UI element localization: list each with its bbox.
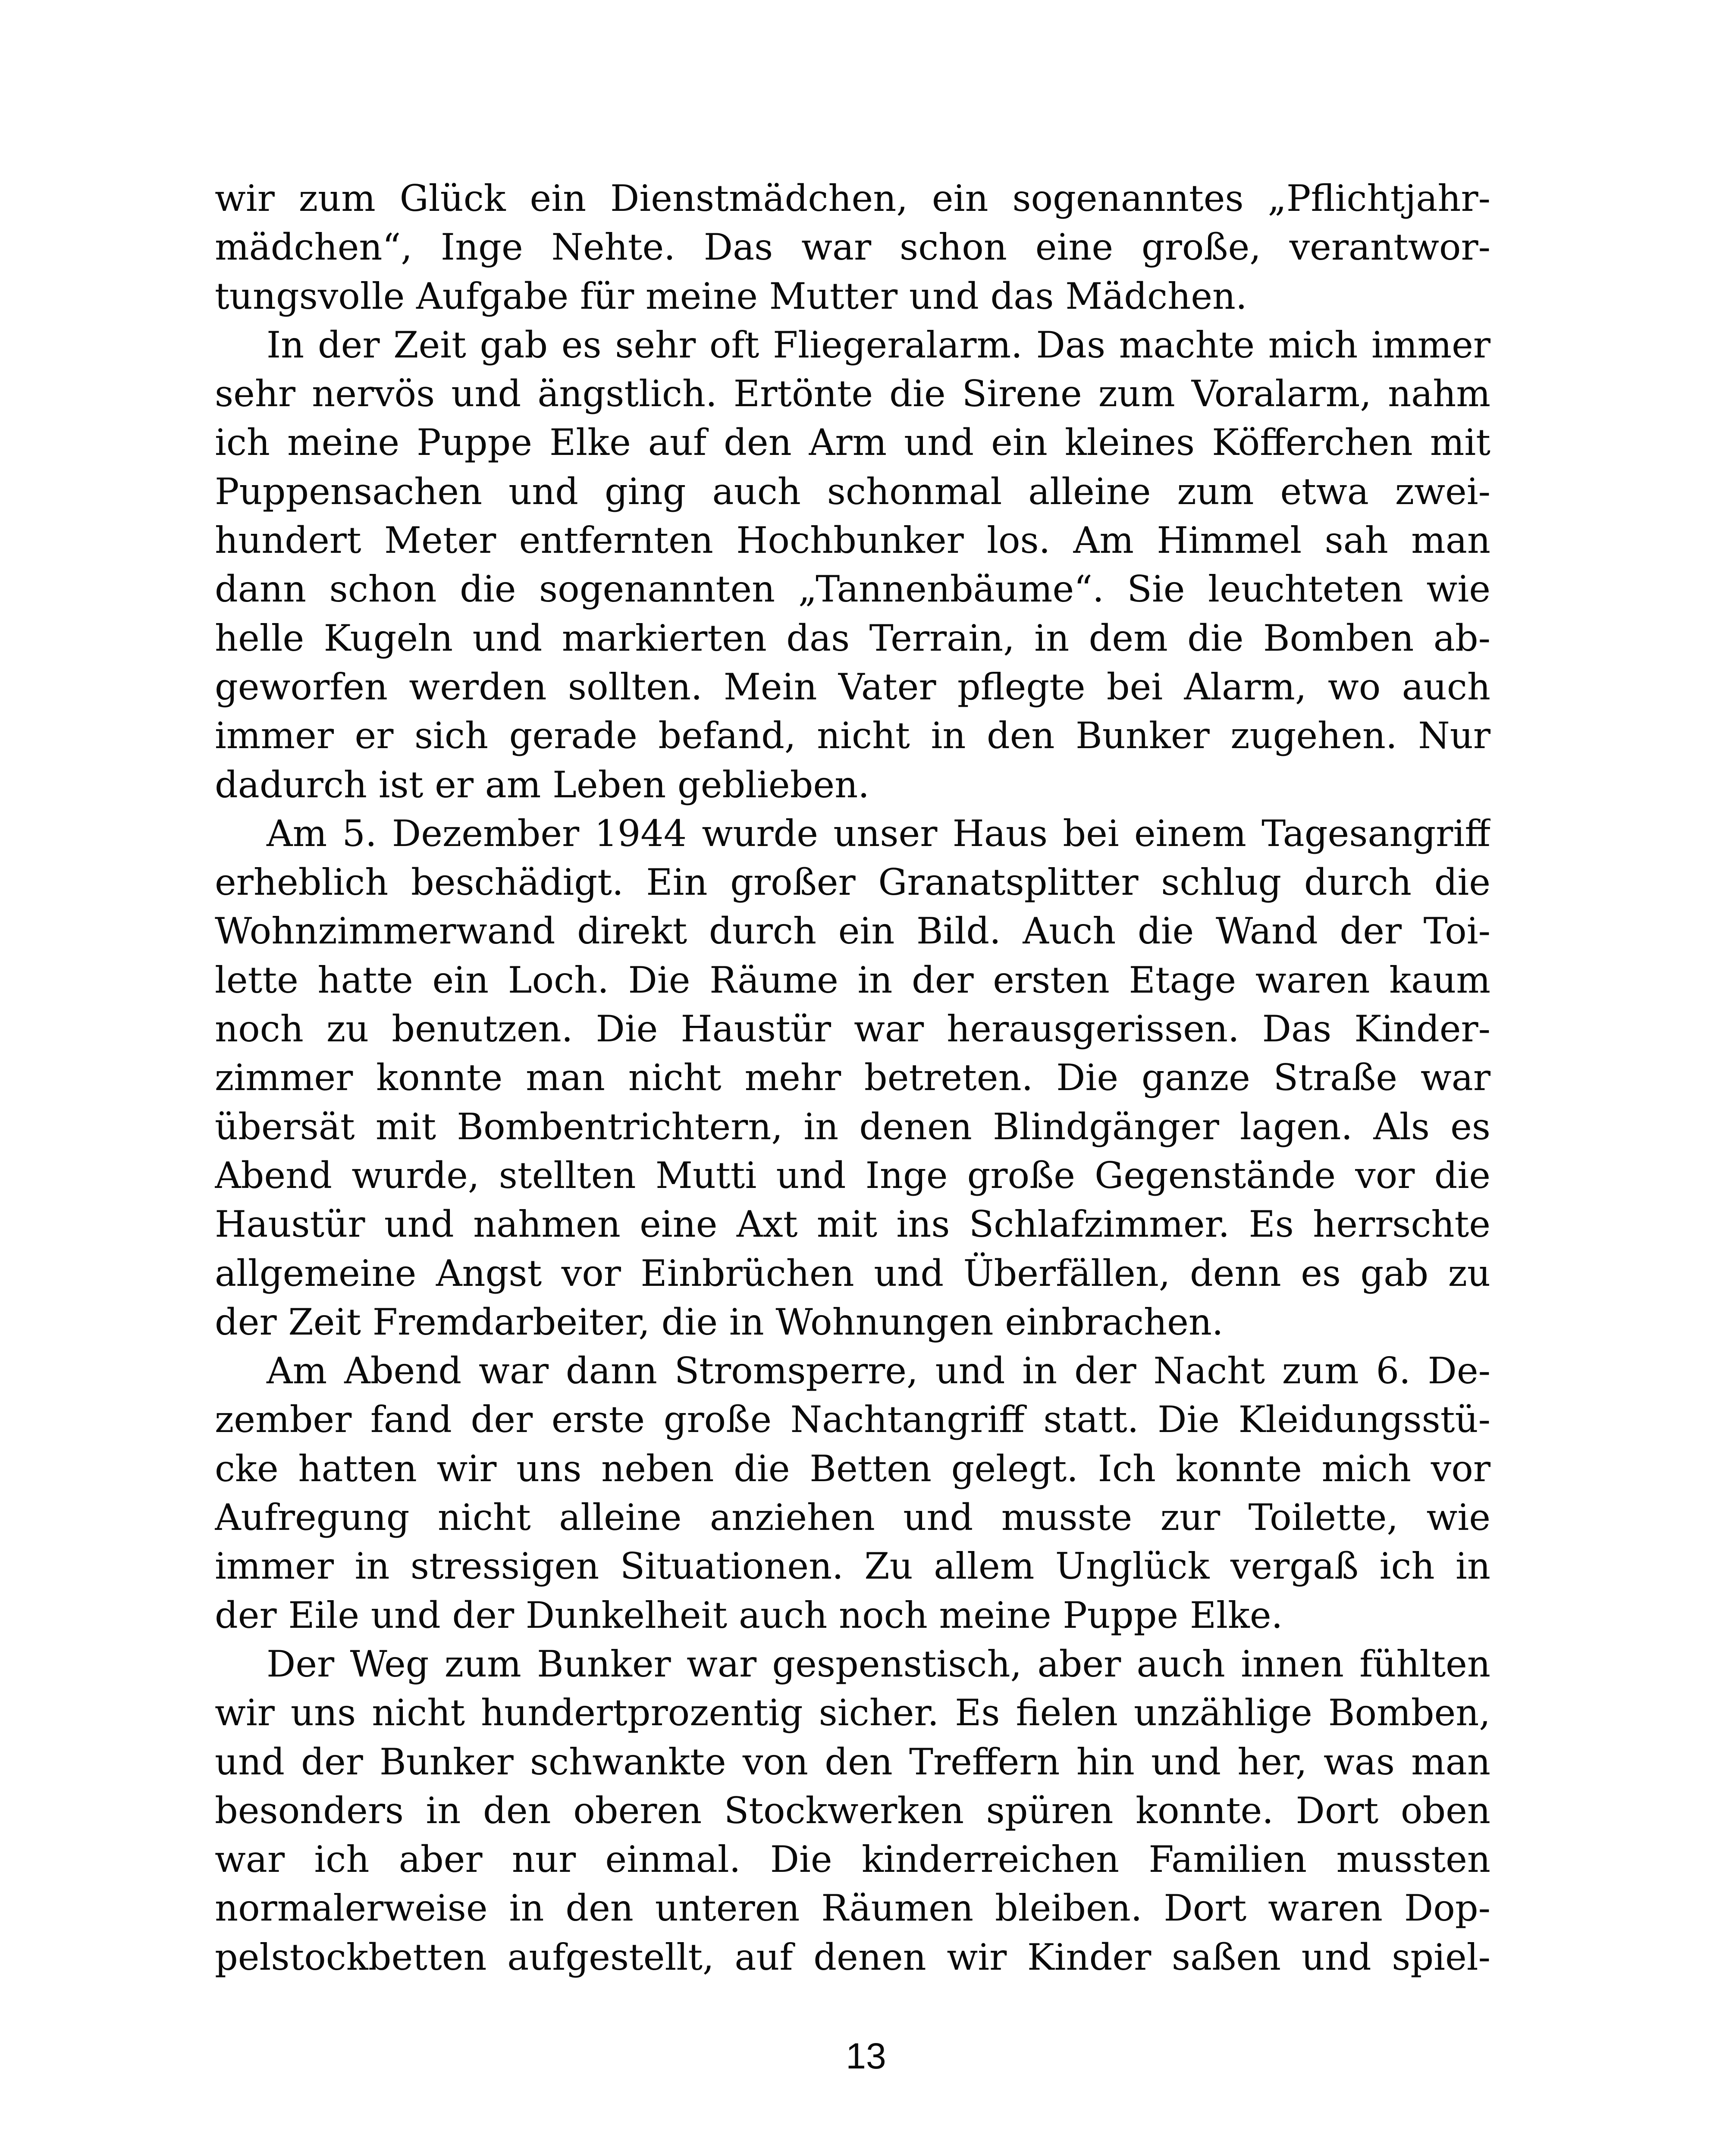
text-line: Abend wurde, stellten Mutti und Inge große Gegenstände vor die <box>215 1154 1490 1197</box>
text-line: dann schon die sogenannten „Tannenbäume“. Sie leuchteten wie <box>215 568 1490 611</box>
text-line: noch zu benutzen. Die Haustür war herausgerissen. Das Kinder- <box>215 1008 1490 1050</box>
text-line: pelstockbetten aufgestellt, auf denen wir Kinder saßen und spiel- <box>215 1936 1490 1978</box>
text-line: immer in stressigen Situationen. Zu allem Unglück vergaß ich in <box>215 1545 1490 1588</box>
text-line: erheblich beschädigt. Ein großer Granatsplitter schlug durch die <box>215 861 1490 904</box>
text-line: zember fand der erste große Nachtangriff statt. Die Kleidungsstü- <box>215 1398 1490 1441</box>
paragraph <box>215 321 1490 809</box>
text-line: und der Bunker schwankte von den Treffern hin und her, was man <box>215 1740 1490 1783</box>
paragraph <box>215 809 1490 1347</box>
text-line: der Zeit Fremdarbeiter, die in Wohnungen einbrachen. <box>215 1300 1224 1343</box>
text-line: Am 5. Dezember 1944 wurde unser Haus bei einem Tagesangriff <box>267 812 1490 855</box>
paragraph <box>215 174 1490 321</box>
text-line: In der Zeit gab es sehr oft Fliegeralarm. Das machte mich immer <box>267 323 1490 366</box>
text-line: Haustür und nahmen eine Axt mit ins Schlafzimmer. Es herrschte <box>215 1203 1490 1246</box>
body-text <box>215 174 1490 1982</box>
text-line: hundert Meter entfernten Hochbunker los. Am Himmel sah man <box>215 519 1490 562</box>
text-line: allgemeine Angst vor Einbrüchen und Überfällen, denn es gab zu <box>215 1252 1490 1294</box>
text-line: übersät mit Bombentrichtern, in denen Blindgänger lagen. Als es <box>215 1105 1490 1148</box>
text-line: ich meine Puppe Elke auf den Arm und ein kleines Köfferchen mit <box>215 421 1490 464</box>
text-line: geworfen werden sollten. Mein Vater pflegte bei Alarm, wo auch <box>215 665 1490 708</box>
text-line: cke hatten wir uns neben die Betten gelegt. Ich konnte mich vor <box>215 1447 1490 1490</box>
text-line: dadurch ist er am Leben geblieben. <box>215 763 869 806</box>
text-line: zimmer konnte man nicht mehr betreten. Die ganze Straße war <box>215 1056 1490 1099</box>
text-line: Der Weg zum Bunker war gespenstisch, aber auch innen fühlten <box>267 1642 1490 1685</box>
text-line: Wohnzimmerwand direkt durch ein Bild. Auch die Wand der Toi- <box>215 910 1490 953</box>
text-line: Am Abend war dann Stromsperre, und in der Nacht zum 6. De- <box>267 1350 1490 1392</box>
text-line: wir uns nicht hundertprozentig sicher. Es fielen unzählige Bomben, <box>215 1692 1490 1734</box>
text-line: besonders in den oberen Stockwerken spüren konnte. Dort oben <box>215 1789 1490 1832</box>
text-line: tungsvolle Aufgabe für meine Mutter und das Mädchen. <box>215 275 1247 317</box>
text-line: wir zum Glück ein Dienstmädchen, ein sogenanntes „Pflichtjahr- <box>215 177 1490 219</box>
paragraph <box>215 1640 1490 1982</box>
page-number: 13 <box>846 2036 886 2076</box>
text-line: Aufregung nicht alleine anziehen und musste zur Toilette, wie <box>215 1496 1490 1539</box>
text-line: war ich aber nur einmal. Die kinderreichen Familien mussten <box>215 1838 1490 1881</box>
text-line: helle Kugeln und markierten das Terrain, in dem die Bomben ab- <box>215 617 1490 659</box>
text-line: normalerweise in den unteren Räumen bleiben. Dort waren Dop- <box>215 1887 1490 1930</box>
text-line: sehr nervös und ängstlich. Ertönte die Sirene zum Voralarm, nahm <box>215 373 1490 415</box>
paragraph <box>215 1347 1490 1640</box>
text-line: immer er sich gerade befand, nicht in den Bunker zugehen. Nur <box>215 714 1490 757</box>
text-line: mädchen“, Inge Nehte. Das war schon eine große, verantwor- <box>215 226 1490 269</box>
text-line: lette hatte ein Loch. Die Räume in der ersten Etage waren kaum <box>215 959 1490 1001</box>
text-line: Puppensachen und ging auch schonmal alleine zum etwa zwei- <box>215 470 1490 513</box>
text-line: der Eile und der Dunkelheit auch noch meine Puppe Elke. <box>215 1594 1283 1636</box>
